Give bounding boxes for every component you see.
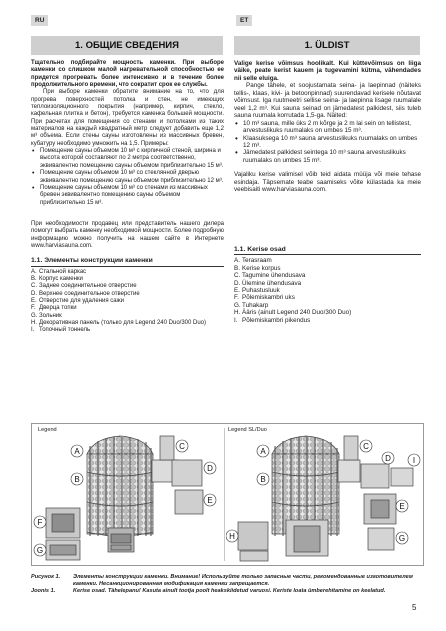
label-a: A: [260, 447, 266, 456]
label-a: A: [74, 447, 80, 456]
bullet-icon: •: [235, 133, 238, 143]
label-b: B: [74, 475, 80, 484]
list-item: F. Põlemiskambri uks: [234, 294, 295, 302]
caption-text-et: Kerise osad. Tähelepanu! Kasuta ainult tootja poolt heakskiidetud varuosi. Keriste loata ümberehitamine on keelatud.: [73, 588, 386, 594]
list-item: I. Põlemiskambri pikendus: [234, 316, 311, 324]
paragraph-et-1: Pange tähele, et soojustamata seina- ja laepinnad (näiteks tellis-, klaas, kivi- ja betoonpinnad) suurendavad kerisele nõutavat võimsust. Iga ruutmeetri sellise seina- ja laepinna lisage ruumalale veel 1,2 m³. Kui sauna seinad on jämedatest palkidest, siis tuleb sauna ruumala korrutada 1,5-ga. Näited:: [234, 82, 421, 120]
bullet-icon: •: [235, 148, 238, 158]
label-i: I: [412, 456, 416, 465]
label-d: D: [207, 464, 213, 473]
parts-heading-ru: 1.1. Элементы конструкции каменки: [31, 257, 224, 266]
list-item: E. Puhastusluuk: [234, 286, 280, 294]
column-et: [234, 60, 421, 324]
stove-body: [87, 436, 178, 552]
bullet-list-et: [234, 120, 421, 165]
label-e: E: [399, 502, 405, 511]
list-item: A. Terasraam: [234, 257, 272, 265]
lead-paragraph-ru: Тщательно подбирайте мощность каменки. При выборе каменки со слишком малой нагревательной способностью ее придется прогревать более интенсивно и в течение более продолжительного времени, что сократит срок ее службы.: [31, 60, 224, 89]
caption-label-et: Joonis 1.: [31, 588, 56, 594]
label-d: D: [385, 454, 391, 463]
label-c: C: [363, 442, 369, 451]
language-tag-et: ET: [236, 15, 252, 26]
list-item: H. Декоративная панель (только для Legend 240 Duo/300 Duo): [31, 320, 207, 326]
section-heading-et: 1. ÜLDIST: [234, 36, 420, 55]
list-item: • Klaasuksega 10 m³ sauna arvestuslikuks ruumalaks on umbes 12 m³.: [235, 133, 418, 149]
list-item: F. Дверца топки: [31, 305, 77, 312]
list-item: H. Ääris (ainult Legend 240 Duo/300 Duo): [234, 309, 352, 317]
list-item: B. Корпус каменки: [31, 275, 83, 282]
bullet-icon: •: [32, 148, 35, 156]
figure-1: [31, 423, 424, 566]
paragraph-et-2: Vajaliku kerise valimisel võib teid aidata müüja või meie tehase esindaja. Täpsemate teabe saamiseks võite külastada ka meie veebisaiti www.harviasauna.com.: [234, 171, 421, 194]
list-item: C. Заднее соединительное отверстие: [31, 283, 137, 290]
list-item: I. Топочный тоннель: [31, 327, 91, 334]
label-e: E: [207, 496, 213, 505]
parts-heading-et: 1.1. Kerise osad: [234, 246, 421, 255]
figure-title-legend-sl-duo: Legend SL/Duo: [228, 427, 267, 433]
label-b: B: [260, 475, 266, 484]
list-item: E. Отверстие для удаления сажи: [31, 297, 124, 304]
lead-paragraph-et: Valige kerise võimsus hoolikalt. Kui küttevõimsus on liiga väike, peate kerist kauem ja tugevamini kütma, vähendades nii selle eluiga.: [234, 60, 421, 82]
stove-body: [272, 436, 360, 556]
list-item: C. Tagumine ühendusava: [234, 272, 306, 280]
list-item: G.Tuhakarp: [234, 301, 269, 309]
bullet-list-ru: [31, 148, 224, 207]
caption-label-ru: Рисунок 1.: [31, 574, 61, 580]
legend-sl-duo-stove-drawing: [226, 424, 424, 565]
bullet-icon: •: [32, 184, 35, 192]
caption-row-ru: [31, 574, 424, 588]
list-item: • 10 m³ sauna, mille üks 2 m kõrge ja 2 m lai sein on tellistest, arvestuslikuks ruumalaks on umbes 15 m³.: [235, 118, 411, 135]
list-item: G. Зольник: [31, 312, 62, 319]
column-ru: [31, 60, 224, 335]
list-item: D. Верхнее соединительное отверстие: [31, 290, 140, 297]
label-f: F: [37, 518, 43, 527]
label-g: G: [398, 534, 406, 543]
list-item: B. Kerise korpus: [234, 264, 281, 272]
label-g: G: [36, 546, 44, 555]
list-item: • Помещение сауны объемом 10 м³ с кирпичной стеной, ширина и высота которой составляют по 2 метра соответственно, эквивалентно помещению сауны объемом приблизительно 15 м³.: [32, 148, 224, 169]
parts-list-et: [234, 257, 421, 324]
caption-row-et: [31, 588, 424, 595]
paragraph-ru-1: При выборе каменки обратите внимание на то, что для прогрева поверхностей потолка и стен, не имеющих теплоизоляционного покрытия (например, кирпич, стекло, кафельная плитка и бетон), требуется каменка большей мощности. При расчетах для помещения со стенами и потолками из таких материалов на каждый квадратный метр следует добавить еще 1,2 м³ объема. Если стены сауны изготовлены из массивных бревен, кубатуру необходимо умножить на 1,5. Примеры:: [31, 89, 224, 147]
figure-caption: [31, 574, 424, 595]
list-item: D. Ülemine ühendusava: [234, 279, 302, 287]
bullet-icon: •: [32, 170, 35, 178]
figure-divider: [224, 428, 225, 561]
figure-title-legend: Legend: [38, 427, 57, 433]
paragraph-ru-2: При необходимости продавец или представитель нашего дилера помогут выбрать каменку необходимой мощности. Более подробную информацию можно получить на нашем сайте в Интернете www.harviasauna.com.: [31, 220, 224, 249]
caption-text-ru: Элементы конструкции каменки. Внимание! Используйте только запасные части, рекомендованные изготовителем каменки. Несанкционированная модификация каменки запрещается.: [73, 574, 413, 587]
bullet-icon: •: [235, 118, 238, 128]
label-h: H: [229, 532, 235, 541]
list-item: • Помещение сауны объемом 10 м³ со стеклянной дверью эквивалентно помещению сауны объемом приблизительно 12 м³.: [32, 170, 224, 184]
language-tag-ru: RU: [31, 15, 48, 26]
label-c: C: [179, 442, 185, 451]
parts-list-ru: [31, 269, 224, 335]
list-item: • Помещение сауны объемом 10 м³ со стенами из массивных бревен эквивалентно помещению сауны объемом приблизительно 15 м³.: [32, 184, 208, 206]
list-item: A. Стальной каркас: [31, 268, 87, 275]
section-heading-ru: 1. ОБЩИЕ СВЕДЕНИЯ: [31, 36, 223, 55]
list-item: • Jämedatest palkidest seintega 10 m³ sauna arvestuslikuks ruumalaks on umbes 15 m³.: [235, 148, 406, 164]
legend-stove-drawing: [32, 424, 224, 565]
page-number: 5: [412, 603, 417, 612]
